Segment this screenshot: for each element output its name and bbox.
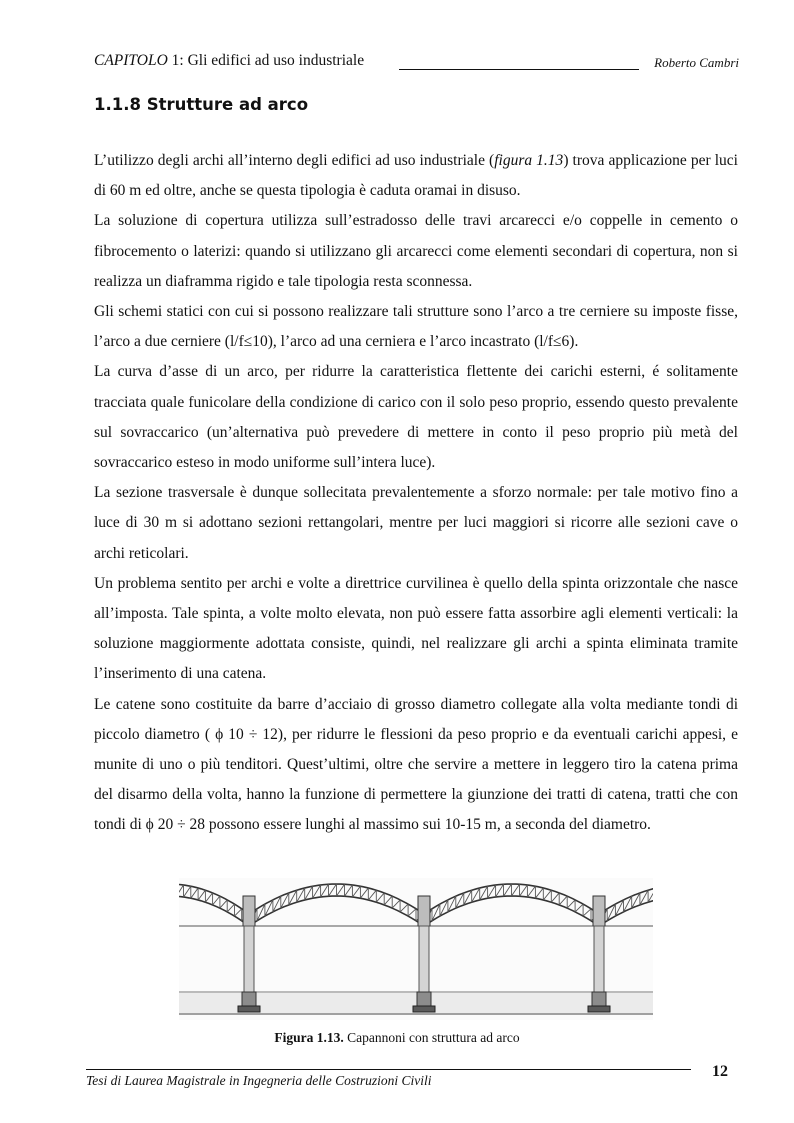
arch-structure-illustration [179,878,653,1020]
paragraph-3: Gli schemi statici con cui si possono realizzare tali strutture sono l’arco a tre cerniere su imposte fisse, l’arco a due cerniere (l/f≤10), l’arco ad una cerniera e l’arco incastrato (l/f≤6). [94,303,738,351]
chapter-number: 1 [171,52,180,69]
paragraph-6: Un problema sentito per archi e volte a direttrice curvilinea è quello della spinta orizzontale che nasce all’imposta. Tale spinta, a volte molto elevata, non può essere fatta assorbire agli elementi verticali: la soluzione maggiormente adottata consiste, quindi, nel realizzare gli archi a spinta eliminata tramite l’inserimento di una catena. [94,574,738,683]
header-chapter [94,52,364,70]
column-capital [243,896,255,926]
header-rule [399,69,639,70]
paragraph-2: La soluzione di copertura utilizza sull’estradosso delle travi arcarecci e/o coppelle in cemento o fibrocemento o laterizi: quando si utilizzano gli arcarecci come elementi secondari di copertura, non si realizza un diaframma rigido e tale tipologia resta sconnessa. [94,212,738,290]
body-text [94,146,738,841]
page-number: 12 [712,1063,728,1080]
chapter-title: : Gli edifici ad uso industriale [179,52,365,69]
column-footing [413,1006,435,1012]
column-base [417,992,431,1006]
footer-thesis: Tesi di Laurea Magistrale in Ingegneria delle Costruzioni Civili [86,1073,432,1088]
paragraph-7: Le catene sono costituite da barre d’acciaio di grosso diametro collegate alla volta mediante tondi di piccolo diametro ( ϕ 10 ÷ 12), per ridurre le flessioni da peso proprio e da eventuali carichi appesi, e munite di uno o più tenditori. Quest’ultimi, oltre che servire a mettere in leggero tiro la catena prima del disarmo della volta, hanno la funzione di permettere la giunzione dei tratti di catena, tratti che con tondi di ϕ 20 ÷ 28 possono essere lunghi al massimo sui 10-15 m, a seconda del diametro. [94,695,738,834]
paragraph-4: La curva d’asse di un arco, per ridurre la caratteristica flettente dei carichi esterni, é solitamente tracciata quale funicolare della condizione di carico con il solo peso proprio, essendo questo prevalente sul sovraccarico (un’alternativa può prevedere di mettere in conto il peso proprio più metà del sovraccarico esteso in modo uniforme sull’intera luce). [94,363,738,472]
column-shaft [244,926,254,992]
footer-rule [86,1069,691,1070]
figure-reference: figura 1.13 [494,152,564,169]
column-base [242,992,256,1006]
column-shaft [419,926,429,992]
column-capital [593,896,605,926]
column-footing [238,1006,260,1012]
column-base [592,992,606,1006]
column-capital [418,896,430,926]
chapter-label: CAPITOLO [94,52,168,69]
paragraph-5: La sezione trasversale è dunque sollecitata prevalentemente a sforzo normale: per tale motivo fino a luce di 30 m si adottano sezioni rettangolari, mentre per luci maggiori si ricorre alle sezioni cave o archi reticolari. [94,484,738,562]
column-footing [588,1006,610,1012]
figure-caption [0,1030,794,1046]
figure-caption-text: Capannoni con struttura ad arco [343,1030,520,1045]
column-shaft [594,926,604,992]
figure-label: Figura 1.13. [274,1030,344,1045]
header-author: Roberto Cambri [654,55,739,70]
running-header [94,52,739,74]
section-title: 1.1.8 Strutture ad arco [94,95,309,114]
p1-before: L’utilizzo degli archi all’interno degli edifici ad uso industriale ( [94,152,495,169]
paragraph-1 [94,146,738,206]
p1-after: ) trova applicazione per luci di 60 m ed oltre, anche se questa tipologia è caduta oramai in disuso. [94,152,738,200]
figure-arch-sheds [179,878,653,1020]
